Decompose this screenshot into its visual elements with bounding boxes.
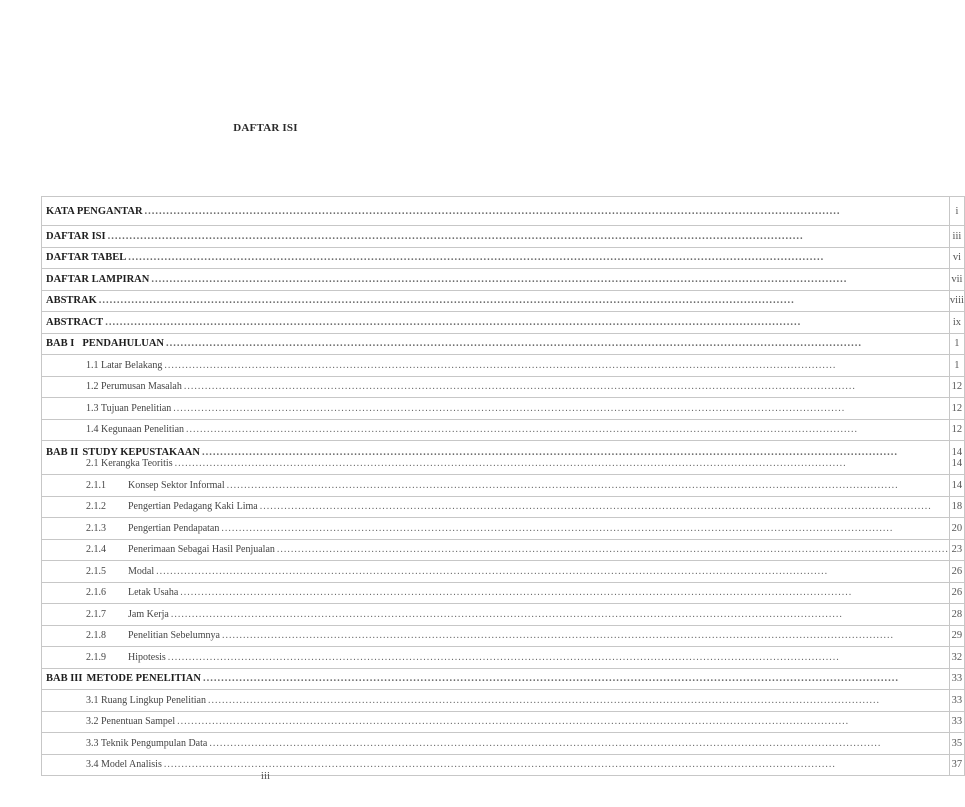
toc-entry[interactable] bbox=[42, 582, 950, 604]
toc-entry-label: 3.3 Teknik Pengumpulan Data bbox=[86, 737, 208, 749]
toc-entry[interactable] bbox=[42, 625, 950, 647]
leader-dots bbox=[203, 673, 949, 684]
section-number: 2.1.2 bbox=[86, 501, 106, 513]
page-number: iii bbox=[260, 770, 271, 782]
toc-entry[interactable] bbox=[42, 604, 950, 626]
toc-entry-label: Letak Usaha bbox=[128, 587, 179, 599]
toc-row bbox=[42, 625, 965, 647]
toc-page: 37 bbox=[949, 754, 964, 776]
leader-dots bbox=[99, 295, 949, 306]
toc-page: 12 bbox=[949, 376, 964, 398]
toc-entry[interactable] bbox=[42, 690, 950, 712]
leader-dots bbox=[209, 738, 949, 749]
toc-entry-label: 1.3 Tujuan Penelitian bbox=[86, 402, 172, 414]
toc-entry[interactable] bbox=[42, 269, 950, 291]
leader-dots bbox=[145, 206, 949, 217]
toc-entry-label: Pengertian Pedagang Kaki Lima bbox=[128, 501, 258, 513]
toc-row bbox=[42, 376, 965, 398]
toc-entry[interactable] bbox=[42, 539, 950, 561]
leader-dots bbox=[168, 652, 949, 663]
leader-dots bbox=[222, 630, 949, 641]
toc-entry-label: Hipotesis bbox=[128, 651, 166, 663]
toc-entry-label: 1.4 Kegunaan Penelitian bbox=[86, 424, 185, 436]
toc-row bbox=[42, 398, 965, 420]
section-number: 2.1.4 bbox=[86, 544, 106, 556]
toc-entry-label: Konsep Sektor Informal bbox=[128, 479, 225, 491]
toc-entry-label: METODE PENELITIAN bbox=[86, 673, 201, 685]
toc-entry-label: ABSTRAK bbox=[46, 295, 97, 307]
chapter-code: BAB II bbox=[46, 446, 79, 458]
toc-page: iii bbox=[949, 226, 964, 248]
toc-entry-label: STUDY KEPUSTAKAAN bbox=[82, 446, 200, 458]
toc-page: viii bbox=[949, 290, 964, 312]
leader-dots bbox=[202, 447, 949, 458]
page-title: DAFTAR ISI bbox=[233, 122, 298, 134]
leader-dots bbox=[108, 231, 949, 242]
toc-page: vii bbox=[949, 269, 964, 291]
leader-dots bbox=[177, 716, 949, 727]
toc-row bbox=[42, 561, 965, 583]
leader-dots bbox=[105, 317, 949, 328]
toc-entry[interactable] bbox=[42, 333, 950, 355]
toc-row bbox=[42, 441, 965, 475]
toc-entry-label: 1.1 Latar Belakang bbox=[86, 359, 163, 371]
toc-row bbox=[42, 269, 965, 291]
toc-page: 14 bbox=[949, 475, 964, 497]
toc-entry[interactable] bbox=[42, 518, 950, 540]
section-number: 2.1.8 bbox=[86, 630, 106, 642]
toc-page: 20 bbox=[949, 518, 964, 540]
toc-page: ix bbox=[949, 312, 964, 334]
toc-entry[interactable] bbox=[42, 247, 950, 269]
toc-row bbox=[42, 333, 965, 355]
leader-dots bbox=[164, 759, 949, 770]
toc-entry-label: DAFTAR LAMPIRAN bbox=[46, 273, 150, 285]
toc-entry-label: KATA PENGANTAR bbox=[46, 205, 143, 217]
toc-entry-label: Jam Kerja bbox=[128, 608, 169, 620]
toc-entry[interactable] bbox=[42, 290, 950, 312]
toc-row bbox=[42, 226, 965, 248]
toc-page: 33 bbox=[949, 668, 964, 690]
section-number: 2.1.5 bbox=[86, 565, 106, 577]
toc-entry[interactable] bbox=[42, 197, 950, 226]
toc-entry-label: PENDAHULUAN bbox=[82, 338, 164, 350]
toc-entry-label: 1.2 Perumusan Masalah bbox=[86, 381, 182, 393]
chapter-code: BAB III bbox=[46, 673, 83, 685]
toc-row bbox=[42, 539, 965, 561]
toc-page bbox=[949, 441, 964, 475]
leader-dots bbox=[221, 523, 949, 534]
toc-row bbox=[42, 496, 965, 518]
toc-entry[interactable] bbox=[42, 647, 950, 669]
toc-entry-label: Penelitian Sebelumnya bbox=[128, 630, 220, 642]
toc-entry[interactable] bbox=[42, 711, 950, 733]
toc-entry[interactable] bbox=[42, 733, 950, 755]
leader-dots bbox=[184, 381, 949, 392]
toc-page: 26 bbox=[949, 582, 964, 604]
toc-entry[interactable] bbox=[42, 668, 950, 690]
toc-row bbox=[42, 197, 965, 226]
toc-page: 29 bbox=[949, 625, 964, 647]
section-number: 2.1.9 bbox=[86, 651, 106, 663]
toc-row bbox=[42, 668, 965, 690]
toc-row bbox=[42, 647, 965, 669]
toc-page: 18 bbox=[949, 496, 964, 518]
toc-entry[interactable] bbox=[42, 312, 950, 334]
toc-entry[interactable] bbox=[42, 561, 950, 583]
toc-page-sub: 14 bbox=[951, 457, 963, 469]
toc-row bbox=[42, 690, 965, 712]
toc-row bbox=[42, 518, 965, 540]
toc-entry-label: DAFTAR TABEL bbox=[46, 252, 127, 264]
toc-row bbox=[42, 419, 965, 441]
leader-dots bbox=[208, 695, 949, 706]
leader-dots bbox=[171, 609, 949, 620]
toc-row bbox=[42, 733, 965, 755]
leader-dots bbox=[164, 360, 949, 371]
toc-entry-label: ABSTRACT bbox=[46, 316, 104, 328]
toc-row bbox=[42, 711, 965, 733]
toc-entry-label: 3.4 Model Analisis bbox=[86, 759, 162, 771]
toc-row bbox=[42, 355, 965, 377]
toc-page: 33 bbox=[949, 711, 964, 733]
toc-subentry-label: 2.1 Kerangka Teoritis bbox=[86, 457, 173, 469]
toc-page: i bbox=[949, 197, 964, 226]
toc-page: 1 bbox=[949, 333, 964, 355]
leader-dots bbox=[277, 544, 949, 555]
toc-page: 23 bbox=[949, 539, 964, 561]
toc-page: 33 bbox=[949, 690, 964, 712]
leader-dots bbox=[186, 424, 949, 435]
toc-entry[interactable] bbox=[42, 376, 950, 398]
leader-dots bbox=[180, 587, 949, 598]
leader-dots bbox=[156, 566, 949, 577]
leader-dots bbox=[227, 480, 949, 491]
toc-entry-label: Penerimaan Sebagai Hasil Penjualan bbox=[128, 544, 275, 556]
toc-entry[interactable] bbox=[42, 496, 950, 518]
leader-dots bbox=[173, 403, 949, 414]
toc-table bbox=[41, 196, 965, 776]
leader-dots bbox=[151, 274, 949, 285]
toc-entry[interactable] bbox=[42, 441, 950, 475]
toc-entry[interactable] bbox=[42, 475, 950, 497]
leader-dots bbox=[166, 338, 949, 349]
toc-page: 32 bbox=[949, 647, 964, 669]
section-number: 2.1.7 bbox=[86, 608, 106, 620]
toc-page: 12 bbox=[949, 398, 964, 420]
toc-page: 1 bbox=[949, 355, 964, 377]
toc-entry[interactable] bbox=[42, 355, 950, 377]
leader-dots bbox=[128, 252, 949, 263]
toc-entry-label: Modal bbox=[128, 565, 155, 577]
toc-page: vi bbox=[949, 247, 964, 269]
section-number: 2.1.1 bbox=[86, 479, 106, 491]
toc-entry[interactable] bbox=[42, 398, 950, 420]
toc-row bbox=[42, 475, 965, 497]
toc-page-chapter: 14 bbox=[951, 446, 963, 458]
toc-entry-label: Pengertian Pendapatan bbox=[128, 522, 220, 534]
toc-page: 12 bbox=[949, 419, 964, 441]
section-number: 2.1.3 bbox=[86, 522, 106, 534]
toc-row bbox=[42, 604, 965, 626]
toc-entry[interactable] bbox=[42, 226, 950, 248]
chapter-code: BAB I bbox=[46, 338, 75, 350]
toc-entry-label: DAFTAR ISI bbox=[46, 230, 106, 242]
toc-row bbox=[42, 247, 965, 269]
section-number: 2.1.6 bbox=[86, 587, 106, 599]
toc-row bbox=[42, 290, 965, 312]
toc-page: 35 bbox=[949, 733, 964, 755]
toc-page: 28 bbox=[949, 604, 964, 626]
toc-entry[interactable] bbox=[42, 419, 950, 441]
toc-page: 26 bbox=[949, 561, 964, 583]
leader-dots bbox=[260, 501, 949, 512]
toc-row bbox=[42, 312, 965, 334]
leader-dots bbox=[175, 458, 949, 469]
toc-entry-label: 3.1 Ruang Lingkup Penelitian bbox=[86, 694, 206, 706]
toc-row bbox=[42, 582, 965, 604]
toc-entry-label: 3.2 Penentuan Sampel bbox=[86, 716, 176, 728]
